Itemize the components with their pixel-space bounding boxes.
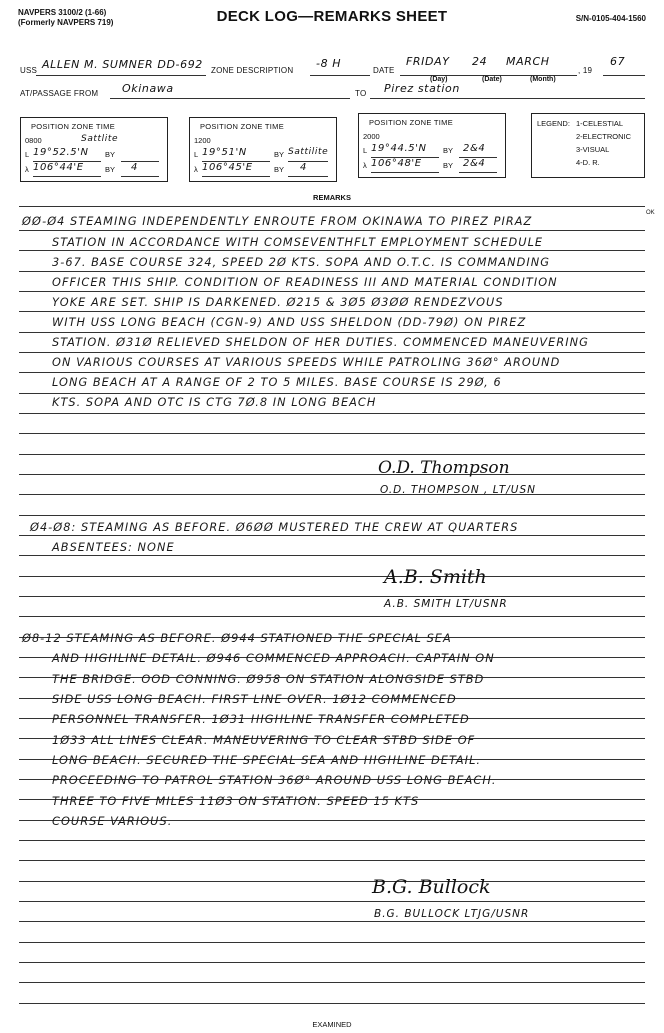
ruled-line <box>19 616 645 617</box>
remark-line: STATION. Ø31Ø RELIEVED SHELDON OF HER DUTIES. COMMENCED MANEUVERING <box>52 336 589 349</box>
position-lon: 106°45'E <box>202 162 253 173</box>
remark-line: LONG BEACH AT A RANGE OF 2 TO 5 MILES. BASE COURSE IS 29Ø, 6 <box>52 376 502 389</box>
remark-line: Ø8-12 STEAMING AS BEFORE. Ø944 STATIONED THE SPECIAL SEA <box>22 632 452 645</box>
remark-line: ØØ-Ø4 STEAMING INDEPENDENTLY ENROUTE FROM OKINAWA TO PIREZ PIRAZ <box>22 215 533 228</box>
ruled-line <box>19 555 645 556</box>
position-time: 2000 <box>363 132 380 141</box>
signer-name: O.D. THOMPSON , LT/USN <box>380 484 536 496</box>
by-label: BY <box>274 165 285 174</box>
year-prefix: , 19 <box>578 66 593 75</box>
ruled-line <box>19 413 645 414</box>
ruled-line <box>19 515 645 516</box>
legend-item: 3-VISUAL <box>576 145 610 154</box>
passage-from: Okinawa <box>122 82 174 95</box>
remarks-top-rule <box>19 206 645 207</box>
lon-underline <box>371 172 439 173</box>
month-value: MARCH <box>506 55 550 68</box>
remark-line: 3-67. BASE COURSE 324, SPEED 2Ø KTS. SOPA AND O.T.C. IS COMMANDING <box>52 256 551 269</box>
by-label: BY <box>274 150 285 159</box>
lat-underline <box>202 161 270 162</box>
date-caption: (Date) <box>482 76 502 83</box>
page-title: DECK LOG—REMARKS SHEET <box>216 8 448 25</box>
lat-label: L <box>194 150 199 159</box>
ruled-line <box>19 860 645 861</box>
by-label: BY <box>105 165 116 174</box>
zone-label: ZONE DESCRIPTION <box>211 66 294 75</box>
by-label: BY <box>105 150 116 159</box>
ship-name: ALLEN M. SUMNER DD-692 <box>42 58 203 71</box>
ruled-line <box>19 494 645 495</box>
ruled-line <box>19 881 645 882</box>
lon-underline <box>33 176 101 177</box>
position-box-0800 <box>20 117 168 182</box>
remark-line: COURSE VARIOUS. <box>52 815 173 828</box>
lon-label: λ <box>25 165 29 174</box>
remark-line: OFFICER THIS SHIP. CONDITION OF READINESS III AND MATERIAL CONDITION <box>52 276 558 289</box>
remark-line: ABSENTEES: NONE <box>52 541 175 554</box>
ruled-line <box>19 250 645 251</box>
passage-label: AT/PASSAGE FROM <box>20 89 99 98</box>
signature: B.G. Bullock <box>372 876 491 898</box>
ruled-line <box>19 230 645 231</box>
margin-note: OK <box>646 210 655 216</box>
ruled-line <box>19 596 645 597</box>
zone-underline <box>310 75 370 76</box>
position-by-lat: Sattilite <box>288 147 329 157</box>
by-underline <box>288 161 328 162</box>
position-box-header: POSITION ZONE TIME <box>31 122 116 131</box>
lat-label: L <box>363 146 368 155</box>
remark-line: WITH USS LONG BEACH (CGN-9) AND USS SHELDON (DD-79Ø) ON PIREZ <box>52 316 527 329</box>
signer-name: A.B. SMITH LT/USNR <box>384 598 508 610</box>
passage-to-underline <box>370 98 645 99</box>
ruled-line <box>19 901 645 902</box>
by-label: BY <box>443 161 454 170</box>
position-method: Sattlite <box>81 134 119 144</box>
remarks-heading: REMARKS <box>313 193 351 202</box>
passage-to: Pirez station <box>384 82 460 95</box>
ruled-line <box>19 271 645 272</box>
position-by-lon: 4 <box>300 162 307 173</box>
by-underline <box>288 176 328 177</box>
legend-item: 1-CELESTIAL <box>576 119 624 128</box>
remark-line: LONG BEACH. SECURED THE SPECIAL SEA AND HIGHLINE DETAIL. <box>52 754 482 767</box>
passage-from-underline <box>110 98 350 99</box>
ruled-line <box>19 311 645 312</box>
signer-name: B.G. BULLOCK LTJG/USNR <box>374 908 530 920</box>
position-lon: 106°48'E <box>371 158 422 169</box>
lat-underline <box>33 161 101 162</box>
legend-box <box>531 113 645 178</box>
remark-line: PROCEEDING TO PATROL STATION 36Ø° AROUND USS LONG BEACH. <box>52 774 497 787</box>
remark-line: ON VARIOUS COURSES AT VARIOUS SPEEDS WHILE PATROLING 36Ø° AROUND <box>52 356 561 369</box>
stock-number: S/N-0105-404-1560 <box>575 14 646 23</box>
year-value: 67 <box>610 55 626 68</box>
by-label: BY <box>443 146 454 155</box>
remark-line: 1Ø33 ALL LINES CLEAR. MANEUVERING TO CLEAR STBD SIDE OF <box>52 734 476 747</box>
form-code-line2: (Formerly NAVPERS 719) <box>18 18 114 27</box>
zone-value: -8 H <box>316 57 342 70</box>
form-code-line1: NAVPERS 3100/2 (1-66) <box>18 8 107 17</box>
position-lat: 19°52.5'N <box>33 147 89 158</box>
ruled-line <box>19 372 645 373</box>
lon-label: λ <box>363 161 367 170</box>
ruled-line <box>19 393 645 394</box>
ruled-line <box>19 576 645 577</box>
remark-line: THE BRIDGE. OOD CONNING. Ø958 ON STATION ALONGSIDE STBD <box>52 673 485 686</box>
position-by-lon: 4 <box>131 162 138 173</box>
lat-label: L <box>25 150 30 159</box>
uss-label: USS <box>20 66 38 75</box>
date-label: DATE <box>373 66 395 75</box>
lon-underline <box>202 176 270 177</box>
month-caption: (Month) <box>530 76 556 83</box>
position-box-2000 <box>358 113 506 178</box>
remark-line: STATION IN ACCORDANCE WITH COMSEVENTHFLT EMPLOYMENT SCHEDULE <box>52 236 544 249</box>
position-lon: 106°44'E <box>33 162 84 173</box>
remark-line: PERSONNEL TRANSFER. 1Ø31 HIGHLINE TRANSFER COMPLETED <box>52 713 470 726</box>
ruled-line <box>19 352 645 353</box>
ruled-line <box>19 474 645 475</box>
position-by-lon: 2&4 <box>463 158 486 169</box>
legend-item: 4-D. R. <box>576 158 600 167</box>
ruled-line <box>19 454 645 455</box>
remark-line: KTS. SOPA AND OTC IS CTG 7Ø.8 IN LONG BEACH <box>52 396 377 409</box>
date-value: 24 <box>472 55 488 68</box>
remark-line: SIDE USS LONG BEACH. FIRST LINE OVER. 1Ø12 COMMENCED <box>52 693 457 706</box>
remark-line: THREE TO FIVE MILES 11Ø3 ON STATION. SPEED 15 KTS <box>52 795 420 808</box>
position-time: 1200 <box>194 136 211 145</box>
signature: A.B. Smith <box>384 566 487 588</box>
legend-item: 2-ELECTRONIC <box>576 132 632 141</box>
ruled-line <box>19 962 645 963</box>
lon-label: λ <box>194 165 198 174</box>
remark-line: YOKE ARE SET. SHIP IS DARKENED. Ø215 & 3Ø5 Ø3ØØ RENDEZVOUS <box>52 296 504 309</box>
ship-underline <box>36 75 206 76</box>
signature: O.D. Thompson <box>378 458 510 478</box>
ruled-line <box>19 433 645 434</box>
position-box-header: POSITION ZONE TIME <box>369 118 454 127</box>
remark-line: Ø4-Ø8: STEAMING AS BEFORE. Ø6ØØ MUSTERED THE CREW AT QUARTERS <box>30 521 519 534</box>
position-box-header: POSITION ZONE TIME <box>200 122 285 131</box>
by-underline <box>459 172 497 173</box>
lat-underline <box>371 157 439 158</box>
ruled-line <box>19 840 645 841</box>
day-value: FRIDAY <box>406 55 450 68</box>
ruled-line <box>19 1003 645 1004</box>
passage-to-label: TO <box>355 89 367 98</box>
ruled-line <box>19 291 645 292</box>
ruled-line <box>19 982 645 983</box>
by-underline <box>121 176 159 177</box>
examined-label: EXAMINED <box>312 1020 352 1029</box>
day-caption: (Day) <box>430 76 448 83</box>
ruled-line <box>19 942 645 943</box>
remark-line: AND HIGHLINE DETAIL. Ø946 COMMENCED APPROACH. CAPTAIN ON <box>52 652 495 665</box>
ruled-line <box>19 921 645 922</box>
legend-title: LEGEND: <box>537 119 570 128</box>
ruled-line <box>19 535 645 536</box>
position-by-lat: 2&4 <box>463 143 486 154</box>
position-time: 0800 <box>25 136 42 145</box>
position-box-1200 <box>189 117 337 182</box>
ruled-line <box>19 332 645 333</box>
year-underline <box>603 75 645 76</box>
position-lat: 19°44.5'N <box>371 143 427 154</box>
position-lat: 19°51'N <box>202 147 247 158</box>
by-underline <box>121 161 159 162</box>
by-underline <box>459 157 497 158</box>
